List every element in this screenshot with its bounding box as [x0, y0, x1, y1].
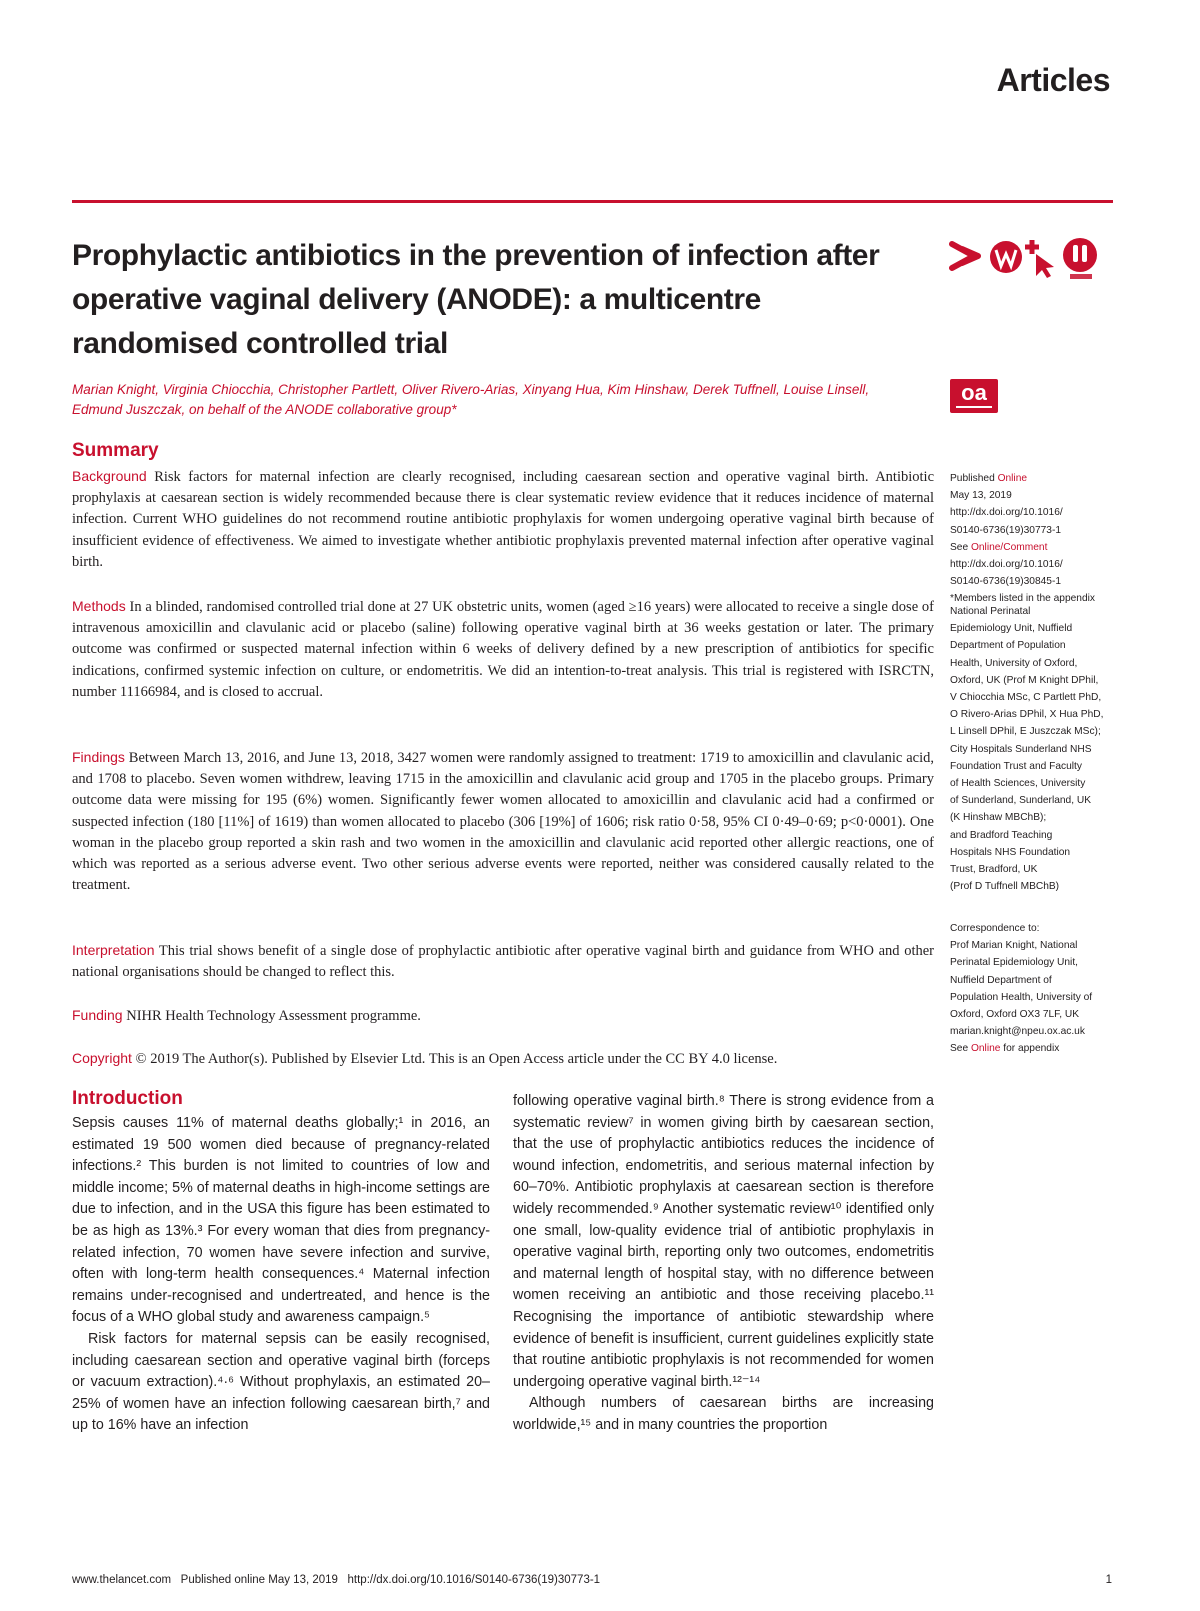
affiliation-line: Hospitals NHS Foundation [950, 846, 1071, 858]
published-doi-line-1[interactable]: http://dx.doi.org/10.1016/ [950, 507, 1063, 519]
affiliation-line: Foundation Trust and Faculty [950, 760, 1082, 772]
access-icons [948, 232, 1108, 282]
see-prefix: See [950, 541, 971, 553]
abstract-background [72, 466, 934, 573]
intro-paragraph: Sepsis causes 11% of maternal deaths globally;¹ in 2016, an estimated 19 500 women died because of pregnancy-related infections.² This burden is not limited to countries of low and middle income; 5% of maternal deaths in high-income settings are due to infection, and in the USA this figure has been estimated to be as high as 13%.³ For every woman that dies from pregnancy-related infection, 70 women have severe infection and survive, often with long-term health consequences.⁴ Maternal infection remains under-recognised and undertreated, and hence is the focus of a WHO global study and awareness campaign.⁵ [72, 1115, 491, 1326]
published-prefix: Published [950, 473, 998, 484]
copyright-label: Copyright [72, 1050, 132, 1066]
affiliation-line: (K Hinshaw MBChB); [950, 812, 1047, 824]
correspondence-line: Prof Marian Knight, National [950, 940, 1078, 952]
correspondence-email[interactable]: marian.knight@npeu.ox.ac.uk [950, 1026, 1085, 1038]
abstract-funding [72, 1005, 934, 1027]
affiliation-line: L Linsell DPhil, E Juszczak MSc); [950, 726, 1101, 738]
intro-paragraph: following operative vaginal birth.⁸ There is strong evidence from a systematic review⁷ in women giving birth by caesarean section, that the use of prophylactic antibiotics reduces the incidence of wound infection, endometritis, and serious maternal infection by 60–70%. Antibiotic prophylaxis at caesarean section is therefore widely recommended.⁹ Another systematic review¹⁰ identified only one small, low-quality evidence trial of antibiotic prophylaxis in operative vaginal birth, reporting only two outcomes, endometritis and maternal length of hospital stay, with no difference between women receiving an antibiotic and those receiving placebo.¹¹ Recognising the importance of antibiotic stewardship where evidence of benefit is insufficient, current guidelines explicitly state that routine antibiotic prophylaxis is not recommended for women undergoing operative vaginal birth.¹²⁻¹⁴ [513, 1093, 934, 1390]
page-number: 1 [1105, 1574, 1112, 1586]
access-icon [948, 232, 1108, 282]
affiliation-line: Epidemiology Unit, Nuffield [950, 623, 1073, 635]
section-label: Articles [996, 62, 1110, 98]
correspondence-line: Population Health, University of [950, 991, 1093, 1003]
correspondence-line: Nuffield Department of [950, 974, 1052, 986]
interpretation-text: This trial shows benefit of a single dose of prophylactic antibiotic after operative vaginal birth and guidance from WHO and other national organisations should be changed to reflect this. [72, 943, 934, 981]
open-access-badge [950, 379, 998, 413]
sidebar-publication-info [950, 470, 1120, 608]
affiliation-line: Trust, Bradford, UK [950, 864, 1038, 876]
findings-text: Between March 13, 2016, and June 13, 2018, 3427 women were randomly assigned to treatment: 1719 to amoxicillin and clavulanic acid, and 1708 to placebo. Seven women withdrew, leaving 1715 in the amoxicillin and clavulanic acid group and 1705 in the placebo groups. Primary outcome data were missing for 195 (6%) women. Significantly fewer women allocated to amoxicillin and clavulanic acid had a confirmed or suspected infection (180 [11%] of 1619) than women allocated to placebo (306 [19%] of 1606; risk ratio 0·58, 95% CI 0·49–0·69; p<0·0001). One woman in the placebo group reported a skin rash and two women in the amoxicillin and clavulanic acid reported other allergic reactions, one of which was reported as a serious adverse event. Two other serious adverse events were reported, neither was considered causally related to the treatment. [72, 750, 934, 894]
introduction-heading: Introduction [72, 1088, 183, 1109]
background-text: Risk factors for maternal infection are clearly recognised, including caesarean section and operative vaginal birth. Antibiotic prophylaxis at caesarean section is widely recommended because there is clear systematic review evidence that it reduces incidence of maternal infection. Current WHO guidelines do not recommend routine antibiotic prophylaxis for women undergoing operative vaginal birth because of insufficient evidence of effectiveness. We aimed to investigate whether antibiotic prophylaxis prevented maternal infection after operative vaginal birth. [72, 469, 934, 570]
abstract-methods [72, 596, 934, 703]
abstract-copyright [72, 1048, 934, 1070]
affiliation-line: Oxford, UK (Prof M Knight DPhil, [950, 674, 1099, 686]
findings-label: Findings [72, 749, 125, 765]
intro-paragraph: Risk factors for maternal sepsis can be easily recognised, including caesarean section and operative vaginal birth (forceps or vacuum extraction).⁴·⁶ Without prophylaxis, an estimated 20–25% of women have an infection following caesarean birth,⁷ and up to 16% have an infection [72, 1330, 490, 1434]
author-list: Marian Knight, Virginia Chiocchia, Christopher Partlett, Oliver Rivero-Arias, Xinyang Hua, Kim Hinshaw, Derek Tuffnell, Louise Linsell, Edmund Juszczak, on behalf of the ANODE collaborative group* [72, 382, 870, 417]
copyright-text: © 2019 The Author(s). Published by Elsevier Ltd. This is an Open Access article under the CC BY 4.0 license. [131, 1051, 778, 1067]
correspondence-line: Correspondence to: [950, 923, 1040, 934]
introduction-column-left [72, 1113, 490, 1437]
comment-doi-line-1[interactable]: http://dx.doi.org/10.1016/ [950, 559, 1063, 571]
correspondence-line: Perinatal Epidemiology Unit, [950, 957, 1078, 969]
intro-paragraph: Although numbers of caesarean births are increasing worldwide,¹⁵ and in many countries the proportion [513, 1395, 934, 1433]
appendix-prefix: See [950, 1043, 971, 1055]
oa-label: oa [961, 380, 987, 405]
background-label: Background [72, 468, 147, 484]
affiliation-line: and Bradford Teaching [950, 829, 1053, 841]
introduction-column-right [513, 1091, 934, 1437]
funding-label: Funding [72, 1007, 123, 1023]
affiliation-line: City Hospitals Sunderland NHS [950, 743, 1092, 755]
affiliation-line: V Chiocchia MSc, C Partlett PhD, [950, 692, 1102, 704]
page-footer [72, 1574, 1112, 1586]
correspondence-line: Oxford, Oxford OX3 7LF, UK [950, 1009, 1080, 1021]
affiliation-line: National Perinatal [950, 606, 1031, 617]
published-online-link[interactable]: Online [997, 473, 1028, 484]
appendix-suffix: for appendix [1000, 1043, 1060, 1055]
published-doi-line-2[interactable]: S0140-6736(19)30773-1 [950, 524, 1062, 536]
methods-text: In a blinded, randomised controlled trial done at 27 UK obstetric units, women (aged ≥16 years) were allocated to receive a single dose of intravenous amoxicillin and clavulanic acid or placebo (saline) following operative vaginal birth at 36 weeks gestation or later. The primary outcome was confirmed or suspected maternal infection within 6 weeks of delivery defined by a new prescription of antibiotics for specific indications, confirmed systemic infection on culture, or endometritis. We did an intention-to-treat analysis. This trial is registered with ISRCTN, number 11166984, and is closed to accrual. [72, 599, 934, 700]
affiliation-line: Health, University of Oxford, [950, 657, 1078, 669]
summary-heading: Summary [72, 440, 159, 461]
affiliation-line: of Health Sciences, University [950, 778, 1086, 790]
affiliation-line: Department of Population [950, 640, 1066, 652]
published-date: May 13, 2019 [950, 490, 1012, 502]
methods-label: Methods [72, 598, 126, 614]
affiliation-line: of Sunderland, Sunderland, UK [950, 795, 1092, 807]
sidebar-correspondence [950, 920, 1120, 1058]
interpretation-label: Interpretation [72, 942, 155, 958]
comment-doi-line-2[interactable]: S0140-6736(19)30845-1 [950, 576, 1062, 588]
affiliation-line: O Rivero-Arias DPhil, X Hua PhD, [950, 709, 1104, 721]
affiliation-line: (Prof D Tuffnell MBChB) [950, 881, 1060, 893]
appendix-online-link[interactable]: Online [970, 1043, 1001, 1055]
top-rule [72, 200, 1113, 203]
abstract-findings [72, 747, 934, 896]
sidebar-affiliations [950, 603, 1120, 895]
see-comment-link[interactable]: Online/Comment [970, 541, 1048, 553]
funding-text: NIHR Health Technology Assessment programme. [122, 1008, 421, 1024]
abstract-interpretation [72, 940, 934, 983]
article-title: Prophylactic antibiotics in the prevention of infection after operative vaginal delivery (ANODE): a multicentre randomised controlled trial [72, 239, 880, 360]
members-note: *Members listed in the appendix [950, 593, 1095, 605]
footer-citation: www.thelancet.com Published online May 13, 2019 http://dx.doi.org/10.1016/S0140-6736(19)30773-1 [72, 1574, 601, 1586]
